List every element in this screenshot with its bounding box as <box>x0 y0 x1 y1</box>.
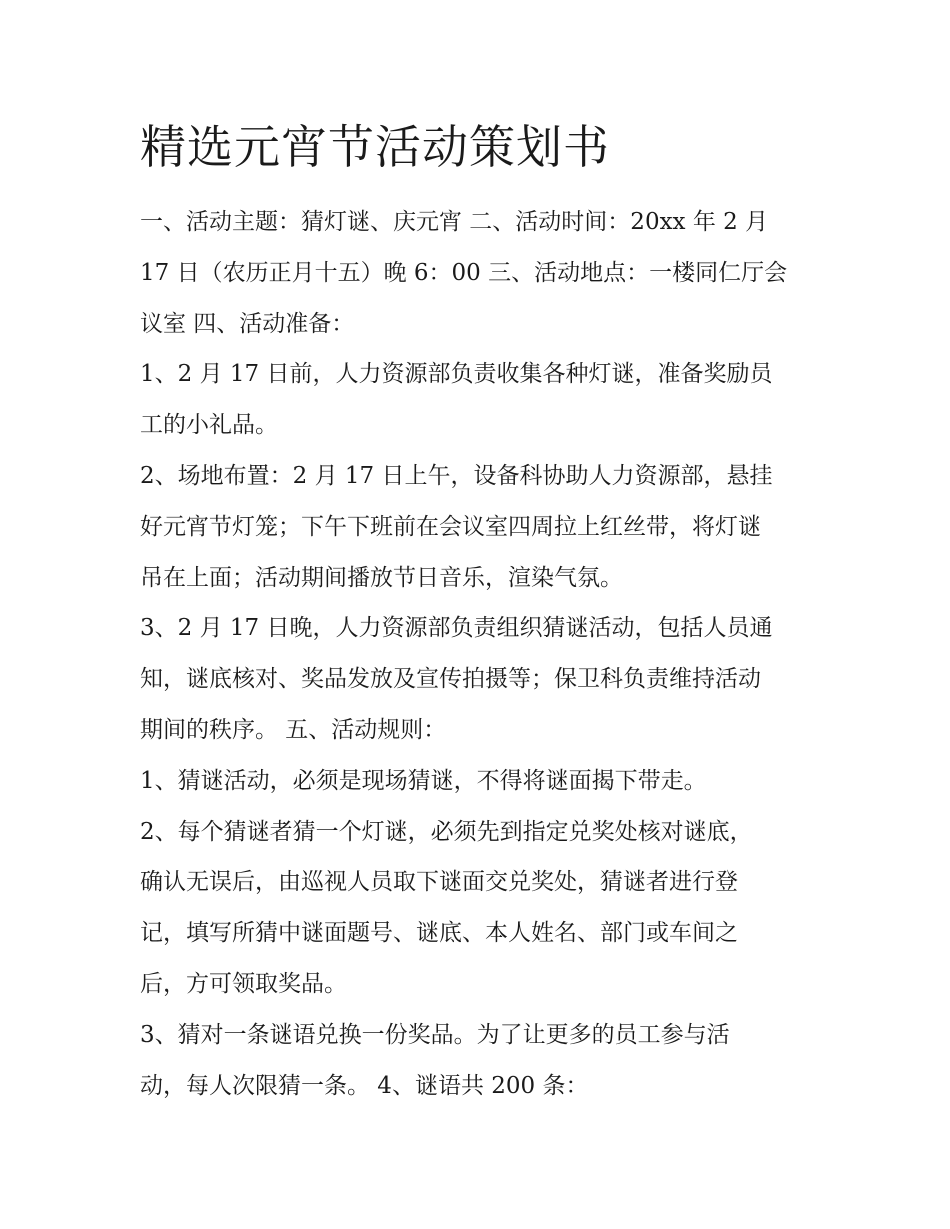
page-title: 精选元宵节活动策划书 <box>140 120 610 174</box>
text-line: 议室 四、活动准备： <box>140 310 355 337</box>
text-line: 17 日（农历正月十五）晚 6：00 三、活动地点：一楼同仁厅会 <box>140 259 788 286</box>
text-line: 好元宵节灯笼；下午下班前在会议室四周拉上红丝带，将灯谜 <box>140 513 761 540</box>
text-line: 2、场地布置：2 月 17 日上午，设备科协助人力资源部，悬挂 <box>140 462 773 489</box>
text-line: 确认无误后，由巡视人员取下谜面交兑奖处，猜谜者进行登 <box>140 869 738 896</box>
text-line: 知，谜底核对、奖品发放及宣传拍摄等；保卫科负责维持活动 <box>140 666 761 693</box>
text-line: 1、2 月 17 日前，人力资源部负责收集各种灯谜，准备奖励员 <box>140 361 773 388</box>
text-line: 3、2 月 17 日晚，人力资源部负责组织猜谜活动，包括人员通 <box>140 615 773 642</box>
text-line: 3、猜对一条谜语兑换一份奖品。为了让更多的员工参与活 <box>140 1021 730 1048</box>
text-line: 吊在上面；活动期间播放节日音乐，渲染气氛。 <box>140 564 623 591</box>
text-line: 一、活动主题：猜灯谜、庆元宵 二、活动时间：20xx 年 2 月 <box>140 209 769 235</box>
text-line: 2、每个猜谜者猜一个灯谜，必须先到指定兑奖处核对谜底， <box>140 818 753 845</box>
text-line: 期间的秩序。 五、活动规则： <box>140 716 447 743</box>
document-body <box>140 197 820 1111</box>
text-line: 工的小礼品。 <box>140 412 278 439</box>
text-line: 记，填写所猜中谜面题号、谜底、本人姓名、部门或车间之 <box>140 920 738 947</box>
text-line: 后，方可领取奖品。 <box>140 970 347 997</box>
text-line: 1、猜谜活动，必须是现场猜谜，不得将谜面揭下带走。 <box>140 767 707 794</box>
text-line: 动，每人次限猜一条。 4、谜语共 200 条： <box>140 1072 589 1099</box>
